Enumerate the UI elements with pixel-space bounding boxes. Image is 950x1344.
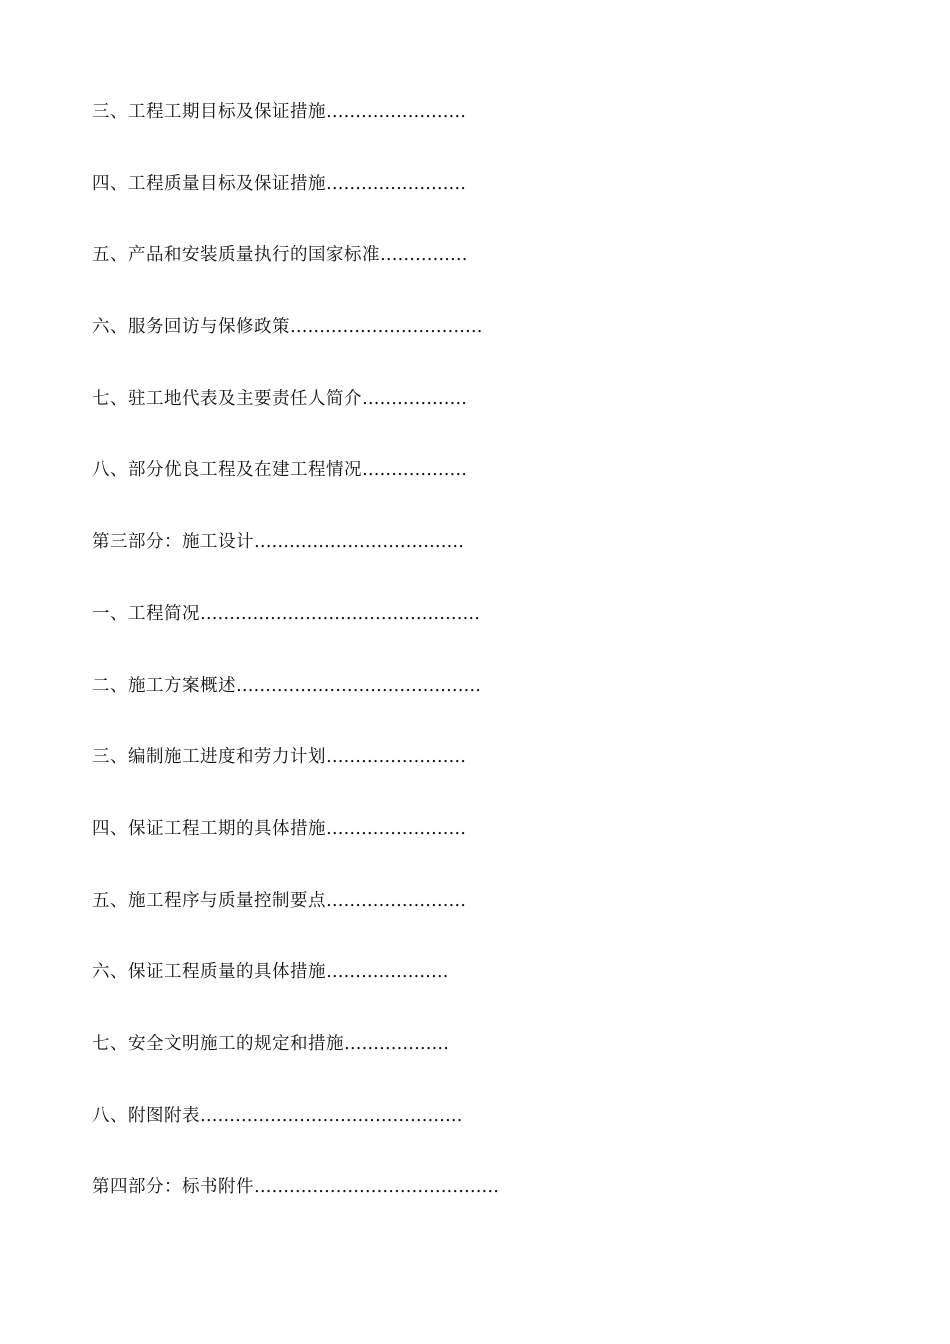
toc-dot-leader: …………………………………… — [236, 675, 481, 696]
toc-entry — [92, 98, 499, 170]
toc-dot-leader: ………………………………………… — [200, 603, 480, 624]
toc-entry-title: 五、施工程序与质量控制要点 — [92, 890, 326, 911]
toc-dot-leader: …………………… — [326, 747, 466, 768]
toc-entry-title: 七、安全文明施工的规定和措施 — [92, 1033, 344, 1054]
toc-entry-title: 四、保证工程工期的具体措施 — [92, 818, 326, 839]
toc-entry-title: 七、驻工地代表及主要责任人简介 — [92, 388, 362, 409]
toc-part-heading — [92, 528, 499, 600]
table-of-contents — [92, 98, 499, 1245]
toc-dot-leader: …………………………… — [290, 317, 483, 338]
toc-dot-leader: …………………… — [326, 818, 466, 839]
toc-entry-title: 一、工程简况 — [92, 603, 200, 624]
toc-entry-title: 八、附图附表 — [92, 1105, 200, 1126]
toc-entry — [92, 456, 499, 528]
toc-entry — [92, 887, 499, 959]
toc-entry — [92, 600, 499, 672]
toc-dot-leader: ……………… — [362, 388, 467, 409]
toc-dot-leader: ………………… — [326, 962, 449, 983]
toc-entry-title: 五、产品和安装质量执行的国家标准 — [92, 245, 380, 266]
toc-entry — [92, 385, 499, 457]
toc-dot-leader: ……………… — [344, 1033, 449, 1054]
toc-dot-leader: ……………… — [362, 460, 467, 481]
toc-entry-title: 三、编制施工进度和劳力计划 — [92, 747, 326, 768]
toc-entry-title: 八、部分优良工程及在建工程情况 — [92, 460, 362, 481]
toc-entry — [92, 815, 499, 887]
toc-entry-title: 四、工程质量目标及保证措施 — [92, 173, 326, 194]
toc-dot-leader: …………………… — [326, 173, 466, 194]
toc-entry — [92, 958, 499, 1030]
toc-dot-leader: …………………………………… — [254, 1177, 499, 1198]
toc-dot-leader: …………… — [380, 245, 468, 266]
toc-dot-leader: …………………… — [326, 102, 466, 122]
toc-entry — [92, 672, 499, 744]
toc-entry — [92, 1030, 499, 1102]
toc-entry-title: 六、保证工程质量的具体措施 — [92, 962, 326, 983]
toc-entry-title: 第四部分：标书附件 — [92, 1177, 254, 1198]
toc-entry — [92, 313, 499, 385]
toc-entry — [92, 1102, 499, 1174]
toc-entry — [92, 170, 499, 242]
toc-dot-leader: ……………………………… — [254, 532, 464, 553]
toc-entry-title: 第三部分：施工设计 — [92, 532, 254, 553]
toc-part-heading — [92, 1173, 499, 1245]
toc-entry — [92, 743, 499, 815]
toc-entry-title: 三、工程工期目标及保证措施 — [92, 102, 326, 122]
toc-entry — [92, 241, 499, 313]
toc-entry-title: 二、施工方案概述 — [92, 675, 236, 696]
toc-dot-leader: ……………………………………… — [200, 1105, 463, 1126]
toc-entry-title: 六、服务回访与保修政策 — [92, 317, 290, 338]
toc-dot-leader: …………………… — [326, 890, 466, 911]
